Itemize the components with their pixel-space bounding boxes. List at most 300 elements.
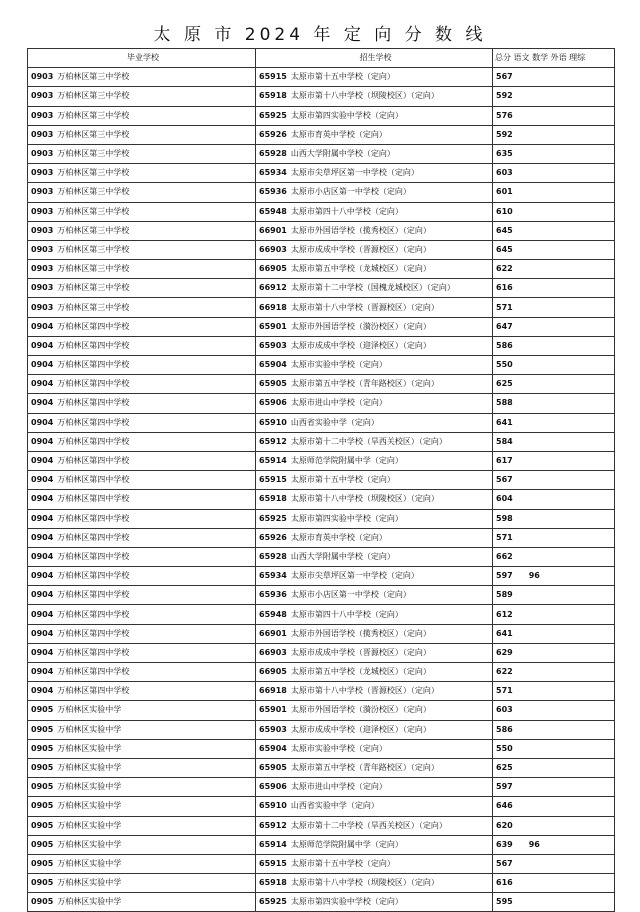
admission-school-name: 太原市成成中学校（迎泽校区）（定向） [290,724,431,734]
admission-school-cell [256,202,493,221]
graduate-school-code: 0905 [31,820,54,830]
admission-school-name: 山西省实验中学（定向） [290,801,379,811]
admission-school-cell [256,87,493,106]
admission-school-code: 65914 [259,839,287,849]
admission-school-name: 太原市成成中学校（晋源校区）（定向） [290,244,431,254]
admission-school-name: 太原市第十八中学校（坝陵校区）（定向） [290,494,439,504]
total-score: 603 [496,705,513,715]
admission-school-cell [256,624,493,643]
graduate-school-name: 万柏林区实验中学 [57,878,122,888]
graduate-school-name: 万柏林区第三中学校 [57,91,130,101]
total-score: 629 [496,647,513,657]
admission-school-code: 65934 [259,168,287,178]
total-score: 616 [496,283,513,293]
score-cell [493,797,615,816]
score-cell [493,720,615,739]
score-cell [493,816,615,835]
admission-school-code: 65903 [259,724,287,734]
graduate-school-cell [28,893,256,912]
graduate-school-code: 0905 [31,897,54,907]
total-score: 598 [496,513,513,523]
total-score: 592 [496,91,513,101]
total-score: 592 [496,129,513,139]
graduate-school-name: 万柏林区实验中学 [57,858,122,868]
table-row [28,528,615,547]
admission-school-code: 66901 [259,628,287,638]
admission-school-code: 66901 [259,225,287,235]
graduate-school-cell [28,567,256,586]
score-cell [493,490,615,509]
admission-school-cell [256,183,493,202]
graduate-school-cell [28,279,256,298]
admission-school-cell [256,586,493,605]
admission-school-name: 太原师范学院附属中学（定向） [290,456,403,466]
admission-school-name: 太原市第十八中学校（晋源校区）（定向） [290,686,439,696]
table-row [28,509,615,528]
graduate-school-code: 0904 [31,571,54,581]
admission-school-code: 66912 [259,283,287,293]
admission-school-code: 66903 [259,244,287,254]
graduate-school-name: 万柏林区实验中学 [57,724,122,734]
total-score: 550 [496,360,513,370]
admission-school-code: 65928 [259,149,287,159]
score-cell [493,778,615,797]
admission-school-cell [256,739,493,758]
score-cell [493,68,615,87]
score-cell [493,87,615,106]
total-score: 641 [496,417,513,427]
table-row [28,394,615,413]
admission-school-name: 太原市第十八中学校（晋源校区）（定向） [290,302,439,312]
total-score: 617 [496,456,513,466]
admission-school-code: 65915 [259,475,287,485]
graduate-school-cell [28,528,256,547]
admission-school-code: 65912 [259,436,287,446]
table-row [28,260,615,279]
graduate-school-name: 万柏林区实验中学 [57,763,122,773]
graduate-school-name: 万柏林区第四中学校 [57,398,130,408]
graduate-school-name: 万柏林区第四中学校 [57,628,130,638]
graduate-school-cell [28,854,256,873]
graduate-school-code: 0903 [31,302,54,312]
admission-school-code: 65918 [259,878,287,888]
total-score: 597 [496,782,513,792]
total-score: 635 [496,149,513,159]
graduate-school-name: 万柏林区第三中学校 [57,264,130,274]
graduate-school-code: 0904 [31,513,54,523]
admission-school-name: 太原市外国语学校（揽秀校区）（定向） [290,628,431,638]
graduate-school-name: 万柏林区第三中学校 [57,225,130,235]
graduate-school-cell [28,68,256,87]
graduate-school-cell [28,394,256,413]
total-score: 589 [496,590,513,600]
admission-school-name: 太原市第十八中学校（坝陵校区）（定向） [290,91,439,101]
score-cell [493,509,615,528]
admission-school-cell [256,106,493,125]
table-row [28,298,615,317]
graduate-school-code: 0905 [31,782,54,792]
score-cell [493,739,615,758]
table-row [28,586,615,605]
admission-school-cell [256,298,493,317]
admission-school-cell [256,663,493,682]
admission-school-cell [256,413,493,432]
score-table [27,48,615,912]
graduate-school-cell [28,471,256,490]
graduate-school-name: 万柏林区实验中学 [57,897,122,907]
graduate-school-cell [28,221,256,240]
graduate-school-code: 0905 [31,705,54,715]
admission-school-name: 太原市第十五中学校（定向） [290,72,395,82]
score-cell [493,854,615,873]
graduate-school-code: 0905 [31,763,54,773]
total-score: 571 [496,302,513,312]
admission-school-code: 65910 [259,417,287,427]
table-row [28,375,615,394]
admission-school-code: 65906 [259,398,287,408]
admission-school-code: 65926 [259,532,287,542]
table-row [28,739,615,758]
graduate-school-cell [28,336,256,355]
admission-school-code: 65925 [259,110,287,120]
total-score: 597 [496,571,513,581]
admission-school-cell [256,567,493,586]
admission-school-code: 65925 [259,897,287,907]
admission-school-code: 65912 [259,820,287,830]
page-title: 太 原 市 2024 年 定 向 分 数 线 [153,25,487,45]
admission-school-code: 66918 [259,686,287,696]
graduate-school-cell [28,106,256,125]
admission-school-code: 66903 [259,647,287,657]
admission-school-cell [256,547,493,566]
admission-school-code: 66905 [259,264,287,274]
table-row [28,336,615,355]
table-row [28,432,615,451]
table-row [28,451,615,470]
graduate-school-name: 万柏林区第四中学校 [57,513,130,523]
total-score: 604 [496,494,513,504]
score-cell [493,240,615,259]
table-row [28,87,615,106]
admission-school-name: 太原市外国语学校（揽秀校区）（定向） [290,225,431,235]
admission-school-name: 太原市育英中学校（定向） [290,129,387,139]
graduate-school-cell [28,624,256,643]
score-cell [493,432,615,451]
score-cell [493,394,615,413]
score-cell [493,183,615,202]
graduate-school-code: 0904 [31,628,54,638]
graduate-school-cell [28,125,256,144]
graduate-school-cell [28,547,256,566]
score-cell [493,874,615,893]
total-score: 603 [496,168,513,178]
admission-school-name: 太原市第十五中学校（定向） [290,858,395,868]
admission-school-name: 太原市第四实验中学校（定向） [290,513,403,523]
graduate-school-name: 万柏林区第四中学校 [57,475,130,485]
graduate-school-cell [28,758,256,777]
admission-school-cell [256,797,493,816]
admission-school-name: 山西省实验中学（定向） [290,417,379,427]
table-row [28,356,615,375]
score-cell [493,260,615,279]
admission-school-cell [256,682,493,701]
graduate-school-cell [28,164,256,183]
graduate-school-name: 万柏林区实验中学 [57,801,122,811]
graduate-school-code: 0903 [31,72,54,82]
table-row [28,605,615,624]
score-cell [493,317,615,336]
total-score: 601 [496,187,513,197]
graduate-school-code: 0904 [31,686,54,696]
admission-school-code: 65906 [259,782,287,792]
graduate-school-name: 万柏林区第四中学校 [57,590,130,600]
total-score: 641 [496,628,513,638]
graduate-school-name: 万柏林区第四中学校 [57,360,130,370]
admission-school-code: 65925 [259,513,287,523]
admission-school-name: 太原市实验中学校（定向） [290,360,387,370]
score-cell [493,125,615,144]
table-row [28,202,615,221]
total-score: 586 [496,340,513,350]
score-cell [493,451,615,470]
table-row [28,317,615,336]
graduate-school-code: 0903 [31,225,54,235]
score-cell [493,663,615,682]
graduate-school-cell [28,663,256,682]
graduate-school-name: 万柏林区第四中学校 [57,551,130,561]
graduate-school-cell [28,816,256,835]
admission-school-name: 太原市第十二中学校（旱西关校区）（定向） [290,820,447,830]
admission-school-cell [256,605,493,624]
admission-school-name: 太原市第四实验中学校（定向） [290,897,403,907]
admission-school-name: 太原市第四实验中学校（定向） [290,110,403,120]
admission-school-cell [256,260,493,279]
table-row [28,106,615,125]
admission-school-cell [256,854,493,873]
graduate-school-cell [28,183,256,202]
total-score: 567 [496,72,513,82]
score-cell [493,375,615,394]
table-row [28,164,615,183]
admission-school-cell [256,164,493,183]
table-row [28,758,615,777]
graduate-school-code: 0903 [31,91,54,101]
graduate-school-code: 0903 [31,149,54,159]
graduate-school-name: 万柏林区实验中学 [57,743,122,753]
admission-school-cell [256,528,493,547]
table-row [28,720,615,739]
graduate-school-cell [28,586,256,605]
table-row [28,68,615,87]
table-row [28,643,615,662]
table-row [28,183,615,202]
admission-school-code: 65934 [259,571,287,581]
admission-school-code: 65918 [259,91,287,101]
table-row [28,471,615,490]
graduate-school-name: 万柏林区第四中学校 [57,340,130,350]
admission-school-name: 太原市育英中学校（定向） [290,532,387,542]
total-score: 571 [496,686,513,696]
graduate-school-cell [28,240,256,259]
graduate-school-cell [28,682,256,701]
graduate-school-code: 0905 [31,801,54,811]
graduate-school-cell [28,701,256,720]
graduate-school-name: 万柏林区第四中学校 [57,494,130,504]
admission-school-cell [256,432,493,451]
admission-school-name: 太原市进山中学校（定向） [290,782,387,792]
admission-school-cell [256,471,493,490]
graduate-school-name: 万柏林区第三中学校 [57,187,130,197]
graduate-school-code: 0903 [31,244,54,254]
total-score: 662 [496,551,513,561]
score-cell [493,336,615,355]
total-score: 616 [496,878,513,888]
table-row [28,797,615,816]
graduate-school-code: 0904 [31,456,54,466]
score-cell [493,202,615,221]
total-score: 647 [496,321,513,331]
chinese-score: 96 [528,571,540,581]
table-row [28,279,615,298]
admission-school-name: 太原市第四十八中学校（定向） [290,609,403,619]
admission-school-cell [256,240,493,259]
admission-school-cell [256,68,493,87]
admission-school-cell [256,893,493,912]
graduate-school-code: 0903 [31,168,54,178]
admission-school-name: 太原市第十二中学校（旱西关校区）（定向） [290,436,447,446]
total-score: 595 [496,897,513,907]
graduate-school-name: 万柏林区第四中学校 [57,686,130,696]
graduate-school-code: 0905 [31,858,54,868]
graduate-school-cell [28,317,256,336]
graduate-school-code: 0903 [31,206,54,216]
graduate-school-name: 万柏林区第四中学校 [57,456,130,466]
admission-school-code: 65948 [259,206,287,216]
admission-school-code: 65926 [259,129,287,139]
total-score: 625 [496,763,513,773]
admission-school-code: 65903 [259,340,287,350]
graduate-school-cell [28,835,256,854]
total-score: 625 [496,379,513,389]
admission-school-code: 65905 [259,379,287,389]
graduate-school-cell [28,490,256,509]
chinese-score: 96 [528,839,540,849]
admission-school-cell [256,317,493,336]
admission-school-name: 太原市进山中学校（定向） [290,398,387,408]
graduate-school-name: 万柏林区第三中学校 [57,206,130,216]
total-score: 567 [496,858,513,868]
score-cell [493,643,615,662]
total-score: 586 [496,724,513,734]
graduate-school-cell [28,451,256,470]
total-score: 622 [496,667,513,677]
admission-school-name: 太原市成成中学校（迎泽校区）（定向） [290,340,431,350]
score-cell [493,221,615,240]
graduate-school-cell [28,605,256,624]
table-row [28,778,615,797]
admission-school-code: 65918 [259,494,287,504]
admission-school-cell [256,778,493,797]
admission-school-name: 太原市第五中学校（青年路校区）（定向） [290,379,439,389]
admission-school-name: 太原市尖草坪区第一中学校（定向） [290,168,419,178]
graduate-school-cell [28,778,256,797]
header-scores: 总分 语文 数学 外语 理综 [493,49,615,68]
total-score: 588 [496,398,513,408]
graduate-school-code: 0904 [31,340,54,350]
graduate-school-cell [28,413,256,432]
graduate-school-code: 0904 [31,379,54,389]
total-score: 645 [496,225,513,235]
score-cell [493,624,615,643]
graduate-school-cell [28,739,256,758]
admission-school-code: 65901 [259,705,287,715]
table-row [28,893,615,912]
graduate-school-code: 0904 [31,551,54,561]
score-cell [493,298,615,317]
graduate-school-name: 万柏林区第四中学校 [57,667,130,677]
graduate-school-name: 万柏林区第四中学校 [57,609,130,619]
score-cell [493,413,615,432]
admission-school-name: 太原市第四十八中学校（定向） [290,206,403,216]
graduate-school-cell [28,298,256,317]
graduate-school-code: 0905 [31,878,54,888]
header-graduate-school: 毕业学校 [28,49,256,68]
admission-school-code: 65928 [259,551,287,561]
admission-school-code: 66918 [259,302,287,312]
admission-school-name: 太原市小店区第一中学校（定向） [290,590,411,600]
admission-school-code: 65936 [259,187,287,197]
admission-school-name: 太原市第十五中学校（定向） [290,475,395,485]
admission-school-name: 太原市第五中学校（龙城校区）（定向） [290,264,431,274]
admission-school-name: 太原市尖草坪区第一中学校（定向） [290,571,419,581]
graduate-school-name: 万柏林区第四中学校 [57,532,130,542]
graduate-school-code: 0904 [31,609,54,619]
table-row [28,567,615,586]
graduate-school-name: 万柏林区第四中学校 [57,647,130,657]
graduate-school-code: 0904 [31,494,54,504]
admission-school-code: 65915 [259,72,287,82]
table-row [28,240,615,259]
score-cell [493,164,615,183]
admission-school-code: 65936 [259,590,287,600]
graduate-school-name: 万柏林区第四中学校 [57,436,130,446]
graduate-school-code: 0903 [31,110,54,120]
admission-school-cell [256,279,493,298]
score-cell [493,471,615,490]
score-cell [493,893,615,912]
total-score: 612 [496,609,513,619]
table-row [28,413,615,432]
table-row [28,547,615,566]
total-score: 576 [496,110,513,120]
score-cell [493,356,615,375]
admission-school-cell [256,394,493,413]
graduate-school-cell [28,643,256,662]
graduate-school-cell [28,260,256,279]
admission-school-name: 太原师范学院附属中学（定向） [290,839,403,849]
graduate-school-name: 万柏林区实验中学 [57,705,122,715]
table-row [28,490,615,509]
graduate-school-code: 0904 [31,475,54,485]
score-cell [493,701,615,720]
graduate-school-code: 0904 [31,590,54,600]
graduate-school-name: 万柏林区第三中学校 [57,283,130,293]
table-row [28,874,615,893]
graduate-school-cell [28,144,256,163]
graduate-school-code: 0904 [31,532,54,542]
admission-school-cell [256,336,493,355]
table-row [28,701,615,720]
